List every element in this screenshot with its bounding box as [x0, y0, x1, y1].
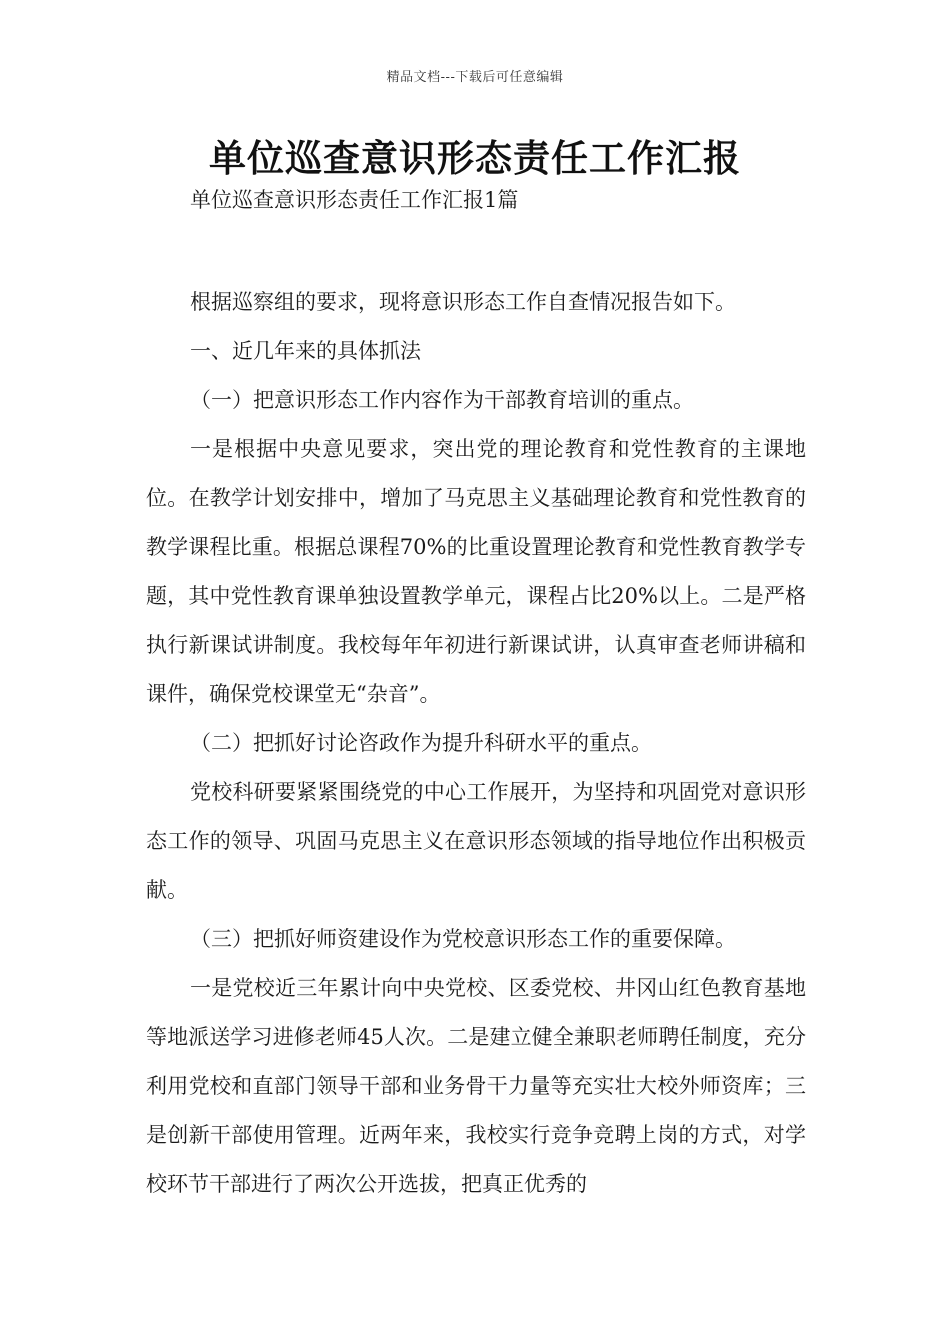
body-paragraph-2: 党校科研要紧紧围绕党的中心工作展开，为坚持和巩固党对意识形态工作的领导、巩固马克思主义在意识形态领域的指导地位作出积极贡献。	[146, 780, 806, 902]
document-body	[146, 278, 806, 1209]
body-paragraph-3: 一是党校近三年累计向中央党校、区委党校、井冈山红色教育基地等地派送学习进修老师45人次。二是建立健全兼职老师聘任制度，充分利用党校和直部门领导干部和业务骨干力量等充实壮大校外师资库；三是创新干部使用管理。近两年来，我校实行竞争竞聘上岗的方式，对学校环节干部进行了两次公开选拔，把真正优秀的	[146, 976, 806, 1196]
subsection-heading-3: （三）把抓好师资建设作为党校意识形态工作的重要保障。	[190, 927, 736, 951]
body-paragraph-1: 一是根据中央意见要求，突出党的理论教育和党性教育的主课地位。在教学计划安排中，增加了马克思主义基础理论教育和党性教育的教学课程比重。根据总课程70%的比重设置理论教育和党性教育教学专题，其中党性教育课单独设置教学单元，课程占比20%以上。二是严格执行新课试讲制度。我校每年年初进行新课试讲，认真审查老师讲稿和课件，确保党校课堂无“杂音”。	[146, 437, 806, 706]
intro-paragraph: 根据巡察组的要求，现将意识形态工作自查情况报告如下。	[190, 290, 736, 314]
document-title: 单位巡查意识形态责任工作汇报	[209, 137, 741, 180]
document-subtitle: 单位巡查意识形态责任工作汇报1篇	[190, 188, 519, 212]
header-note: 精品文档---下载后可任意编辑	[386, 70, 564, 85]
subsection-heading-2: （二）把抓好讨论咨政作为提升科研水平的重点。	[190, 731, 652, 755]
section-heading-1: 一、近几年来的具体抓法	[190, 339, 421, 363]
subsection-heading-1: （一）把意识形态工作内容作为干部教育培训的重点。	[190, 388, 694, 412]
